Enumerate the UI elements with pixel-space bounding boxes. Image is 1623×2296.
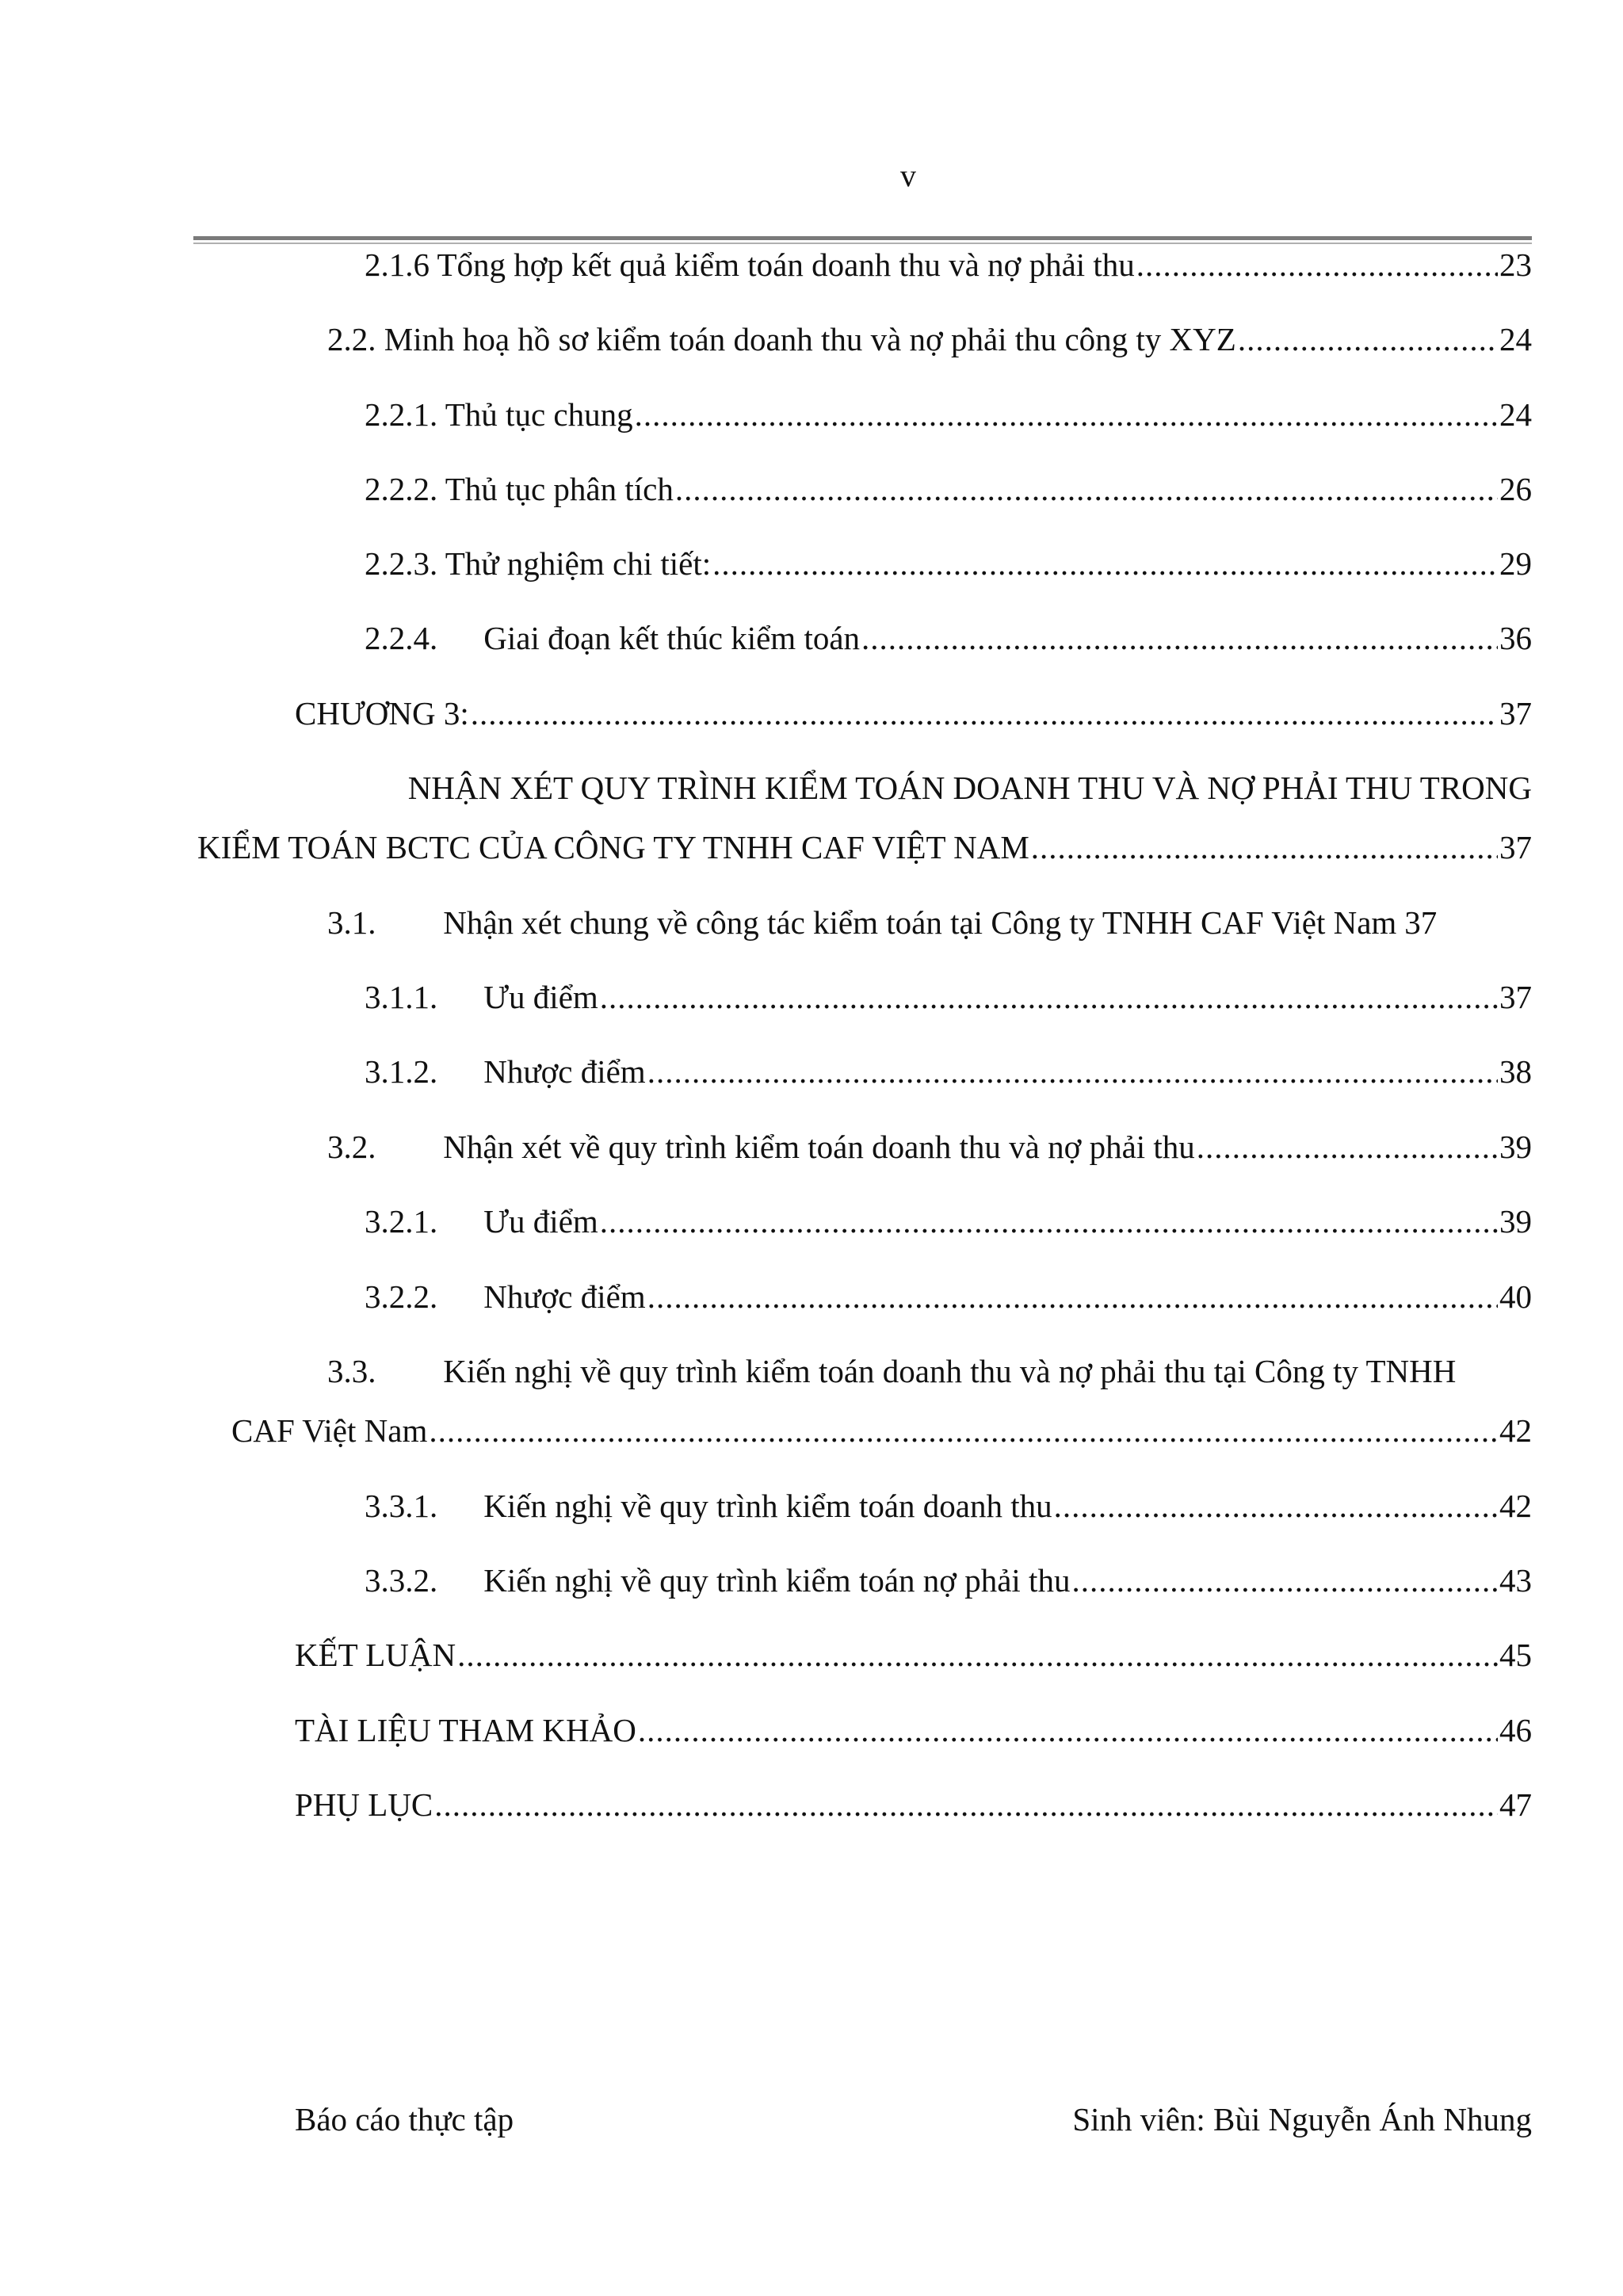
toc-entry-page: 42 — [1499, 1412, 1532, 1449]
toc-entry[interactable] — [327, 1125, 1532, 1168]
toc-entry-title: PHỤ LỤC — [295, 1786, 433, 1823]
toc-entry-title: Thử nghiệm chi tiết: — [445, 545, 712, 582]
toc-dot-leader — [429, 1409, 1498, 1452]
toc-entry[interactable] — [365, 393, 1532, 436]
toc-entry-title: TÀI LIỆU THAM KHẢO — [295, 1712, 636, 1748]
toc-entry-page: 23 — [1499, 246, 1532, 283]
toc-entry[interactable] — [295, 1633, 1532, 1676]
toc-entry-number: 3.2.1. — [365, 1203, 438, 1240]
toc-entry-number: 2.2.4. — [365, 620, 438, 656]
toc-entry-page: 37 — [1404, 904, 1438, 941]
toc-entry-number: 2.1.6 — [365, 246, 430, 283]
toc-entry[interactable] — [231, 1409, 1532, 1452]
toc-entry[interactable] — [327, 1350, 1532, 1392]
toc-entry[interactable] — [365, 243, 1532, 286]
toc-entry[interactable] — [327, 901, 1532, 944]
toc-entry-number: 2.2.1. — [365, 396, 438, 433]
toc-entry-title: Kiến nghị về quy trình kiểm toán doanh thu — [483, 1488, 1052, 1524]
toc-dot-leader — [600, 1200, 1498, 1243]
toc-entry-number: 3.3.1. — [365, 1488, 438, 1524]
toc-entry-title: Ưu điểm — [483, 979, 598, 1015]
toc-entry-title: NHẬN XÉT QUY TRÌNH KIỂM TOÁN DOANH THU VÀ NỢ PHẢI THU TRONG — [407, 770, 1532, 806]
toc-entry-title: CHƯƠNG 3: — [295, 695, 469, 732]
toc-entry-page: 24 — [1499, 396, 1532, 433]
toc-dot-leader — [434, 1783, 1498, 1826]
toc-entry-page: 37 — [1499, 695, 1532, 732]
toc-entry[interactable] — [365, 1484, 1532, 1527]
toc-entry[interactable] — [365, 542, 1532, 585]
toc-entry-page: 42 — [1499, 1488, 1532, 1524]
footer-report-label: Báo cáo thực tập — [295, 2101, 514, 2137]
toc-entry-title: Kiến nghị về quy trình kiểm toán nợ phải thu — [483, 1562, 1071, 1599]
toc-entry[interactable] — [295, 1709, 1532, 1752]
toc-entry-page: 40 — [1499, 1278, 1532, 1315]
toc-dot-leader — [1031, 826, 1498, 869]
toc-dot-leader — [647, 1275, 1498, 1318]
toc-entry-title: Giai đoạn kết thúc kiểm toán — [483, 620, 861, 656]
toc-entry-number: 3.3.2. — [365, 1562, 438, 1599]
toc-entry-page: 47 — [1499, 1786, 1532, 1823]
toc-entry-page: 45 — [1499, 1637, 1532, 1673]
toc-entry-number: 3.2.2. — [365, 1278, 438, 1315]
page-number: v — [900, 158, 916, 193]
toc-entry[interactable] — [365, 617, 1532, 659]
toc-entry-title: Ưu điểm — [483, 1203, 598, 1240]
toc-entry-number: 3.2. — [327, 1129, 376, 1165]
toc-entry[interactable] — [197, 826, 1532, 869]
toc-entry-title: Thủ tục phân tích — [445, 471, 674, 507]
toc-entry[interactable] — [365, 1275, 1532, 1318]
page-footer — [295, 2098, 1532, 2141]
toc-entry-page: 38 — [1499, 1053, 1532, 1090]
toc-entry-page: 39 — [1499, 1129, 1532, 1165]
toc-entry-title: Tổng hợp kết quả kiểm toán doanh thu và nợ phải thu — [437, 246, 1135, 283]
toc-dot-leader — [861, 617, 1498, 659]
toc-entry-title: Nhận xét chung về công tác kiểm toán tại Công ty TNHH CAF Việt Nam — [443, 904, 1397, 941]
toc-dot-leader — [1136, 243, 1498, 286]
toc-entry[interactable] — [365, 468, 1532, 510]
toc-entry-page: 36 — [1499, 620, 1532, 656]
toc-entry-number: 3.1. — [327, 904, 376, 941]
toc-entry-title: CAF Việt Nam — [231, 1412, 428, 1449]
toc-entry-title: Thủ tục chung — [445, 396, 633, 433]
toc-entry-number: 3.1.2. — [365, 1053, 438, 1090]
toc-entry-page: 24 — [1499, 321, 1532, 357]
toc-entry-title: Nhược điểm — [483, 1278, 646, 1315]
toc-dot-leader — [712, 542, 1498, 585]
toc-entry-page: 43 — [1499, 1562, 1532, 1599]
footer-student-name: Sinh viên: Bùi Nguyễn Ánh Nhung — [1072, 2101, 1532, 2137]
toc-dot-leader — [600, 976, 1498, 1018]
toc-entry[interactable] — [295, 692, 1532, 735]
toc-entry-page: 29 — [1499, 545, 1532, 582]
toc-dot-leader — [675, 468, 1498, 510]
toc-dot-leader — [1071, 1559, 1498, 1602]
toc-entry-number: 2.2.2. — [365, 471, 438, 507]
toc-entry-title: Kiến nghị về quy trình kiểm toán doanh thu và nợ phải thu tại Công ty TNHH — [443, 1353, 1457, 1389]
toc-entry-number: 2.2. — [327, 321, 376, 357]
toc-dot-leader — [1054, 1484, 1498, 1527]
toc-entry[interactable] — [327, 318, 1532, 361]
toc-entry-page: 37 — [1499, 829, 1532, 865]
toc-dot-leader — [1238, 318, 1498, 361]
toc-entry-title: Nhược điểm — [483, 1053, 646, 1090]
toc-entry-number: 2.2.3. — [365, 545, 438, 582]
toc-dot-leader — [647, 1050, 1498, 1093]
toc-entry-page: 46 — [1499, 1712, 1532, 1748]
toc-dot-leader — [471, 692, 1498, 735]
toc-entry-page: 37 — [1499, 979, 1532, 1015]
toc-entry-number: 3.1.1. — [365, 979, 438, 1015]
toc-entry[interactable] — [365, 1200, 1532, 1243]
toc-entry[interactable] — [365, 976, 1532, 1018]
toc-entry[interactable] — [365, 1559, 1532, 1602]
toc-entry-title: Minh hoạ hồ sơ kiểm toán doanh thu và nợ phải thu công ty XYZ — [384, 321, 1236, 357]
toc-dot-leader — [1197, 1125, 1498, 1168]
toc-dot-leader — [638, 1709, 1498, 1752]
toc-entry-page: 26 — [1499, 471, 1532, 507]
toc-entry-page: 39 — [1499, 1203, 1532, 1240]
toc-entry[interactable] — [365, 1050, 1532, 1093]
toc-entry-title: Nhận xét về quy trình kiểm toán doanh thu và nợ phải thu — [443, 1129, 1195, 1165]
toc-entry[interactable] — [295, 1783, 1532, 1826]
toc-dot-leader — [457, 1633, 1498, 1676]
toc-dot-leader — [635, 393, 1498, 436]
toc-entry-title: KIỂM TOÁN BCTC CỦA CÔNG TY TNHH CAF VIỆT NAM — [197, 829, 1029, 865]
toc-entry-number: 3.3. — [327, 1353, 376, 1389]
toc-entry-title: KẾT LUẬN — [295, 1637, 456, 1673]
